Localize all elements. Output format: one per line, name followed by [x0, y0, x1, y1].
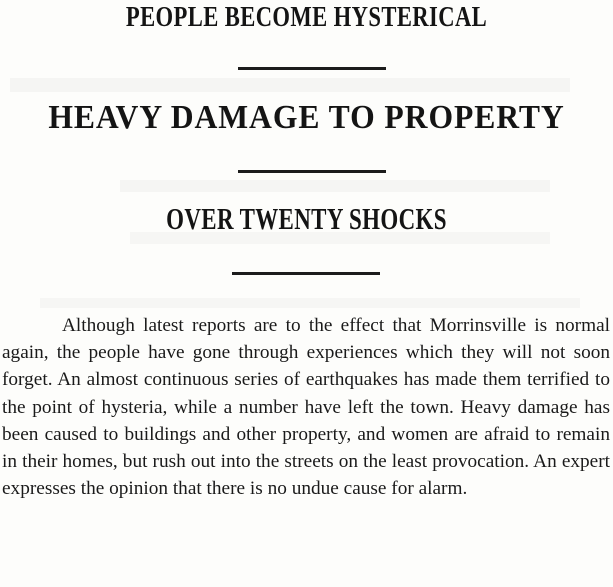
print-noise — [120, 180, 550, 192]
print-noise — [40, 298, 580, 308]
print-noise — [10, 78, 570, 92]
headline-divider — [232, 272, 380, 275]
headline-people-become-hysterical: PEOPLE BECOME HYSTERICAL — [125, 1, 488, 33]
headline-divider — [238, 170, 386, 173]
headline-over-twenty-shocks: OVER TWENTY SHOCKS — [166, 201, 447, 236]
headline-heavy-damage: HEAVY DAMAGE TO PROPERTY — [48, 99, 565, 136]
article-body: Although latest reports are to the effect that Morrinsville is normal again, the people have gone through experiences which they will not soon forget. An almost continuous series of earthquakes has made them terrified to the point of hysteria, while a number have left the town. Heavy damage has been caused to buildings and other property, and women are afraid to remain in their homes, but rush out into the streets on the least provocation. An expert expresses the opinion that there is no undue cause for alarm. — [2, 315, 610, 500]
headline-divider — [238, 67, 386, 70]
